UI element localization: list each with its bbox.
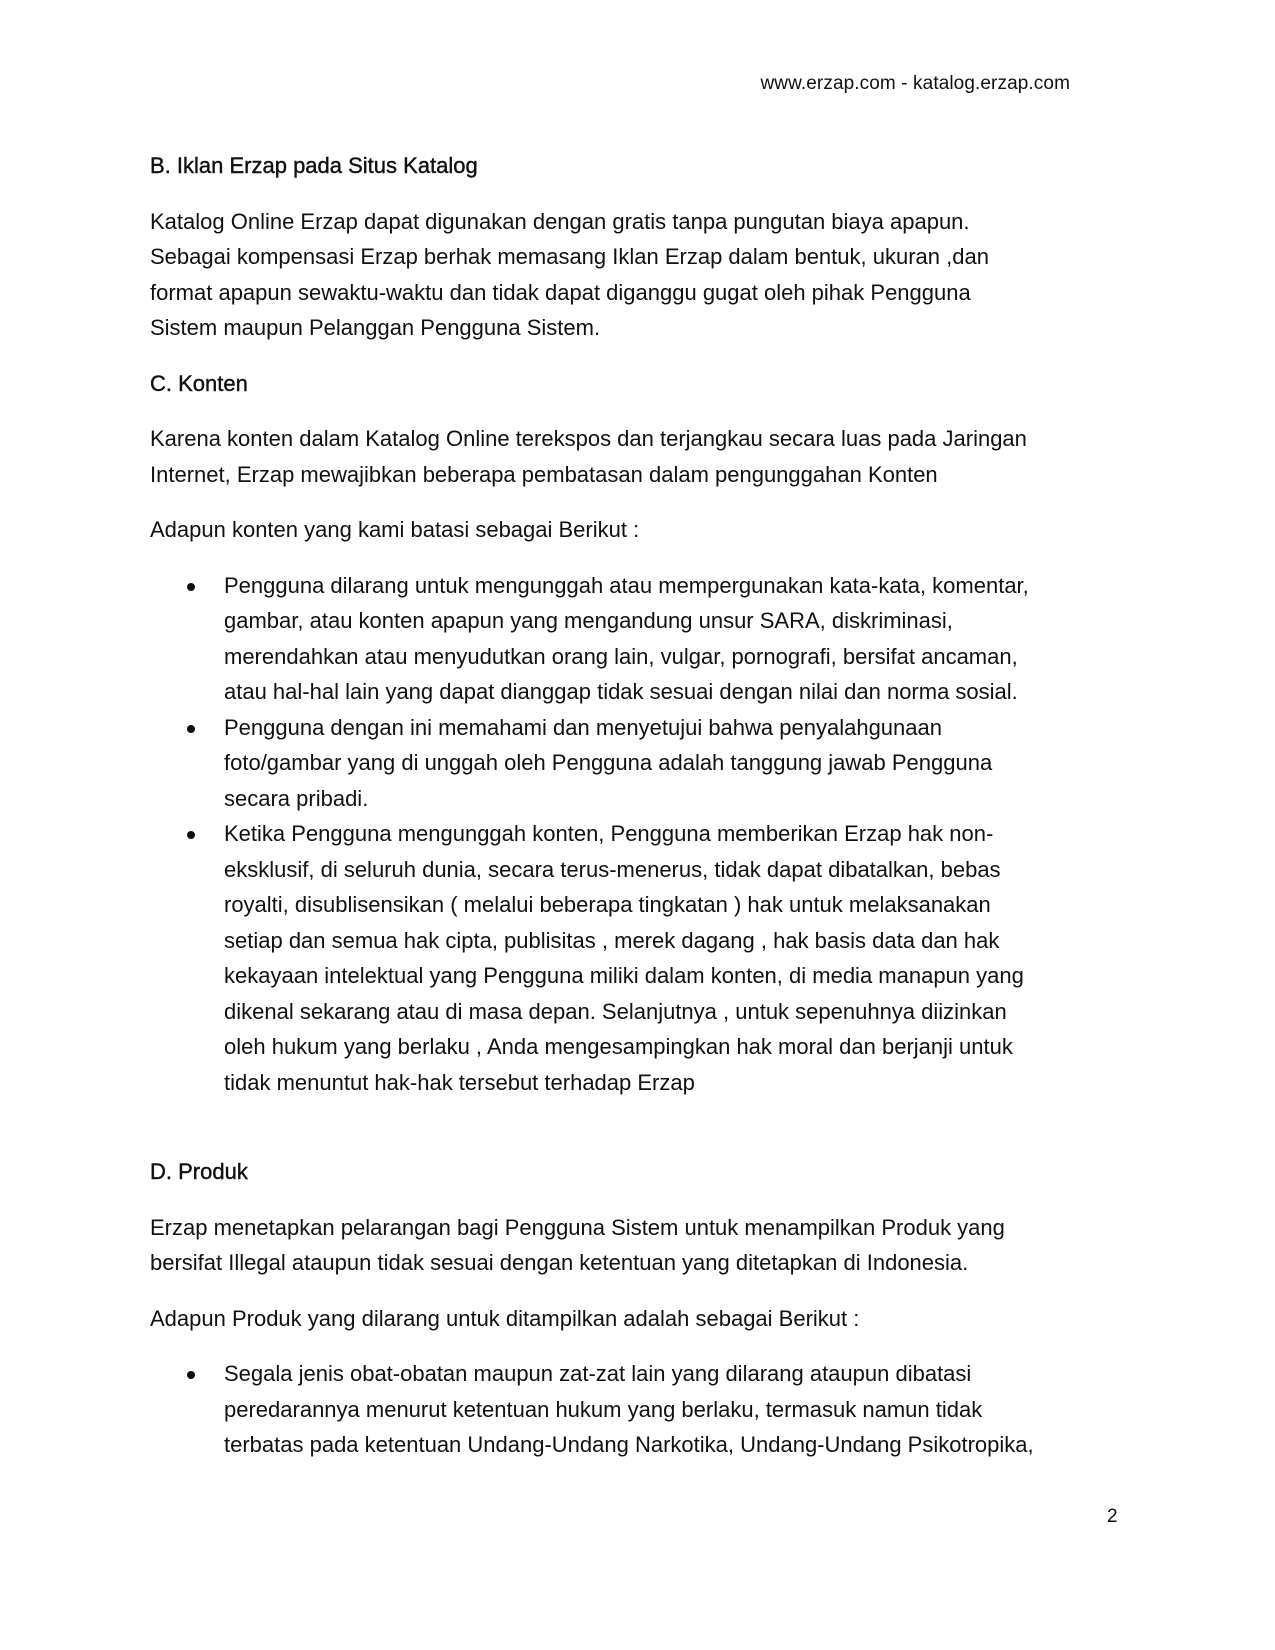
list-intro: Adapun konten yang kami batasi sebagai Berikut :: [150, 517, 640, 542]
document-body: [150, 148, 1110, 1463]
text-line: merendahkan atau menyudutkan orang lain, vulgar, pornografi, bersifat ancaman,: [224, 643, 1018, 669]
section-b: [150, 148, 1110, 346]
page-number: 2: [1107, 1506, 1118, 1527]
list-item: [150, 710, 1110, 817]
text-line: Karena konten dalam Katalog Online terekspos dan terjangkau secara luas pada Jaringan: [150, 426, 1027, 451]
text-line: Internet, Erzap mewajibkan beberapa pembatasan dalam pengunggahan Konten: [150, 461, 938, 487]
list-intro: Adapun Produk yang dilarang untuk ditampilkan adalah sebagai Berikut :: [150, 1305, 860, 1331]
text-line: terbatas pada ketentuan Undang-Undang Narkotika, Undang-Undang Psikotropika,: [224, 1432, 1034, 1457]
bullet-list: [150, 1356, 1110, 1463]
header-url: www.erzap.com - katalog.erzap.com: [760, 73, 1070, 94]
text-line: atau hal-hal lain yang dapat dianggap tidak sesuai dengan nilai dan norma sosial.: [224, 679, 1018, 704]
section-paragraph: [150, 204, 1110, 346]
text-line: gambar, atau konten apapun yang mengandung unsur SARA, diskriminasi,: [224, 608, 953, 633]
text-line: Sistem maupun Pelanggan Pengguna Sistem.: [150, 315, 601, 340]
text-line: Ketika Pengguna mengunggah konten, Pengguna memberikan Erzap hak non-: [224, 821, 994, 846]
text-line: Pengguna dengan ini memahami dan menyetujui bahwa penyalahgunaan: [224, 714, 942, 740]
bullet-icon: [187, 831, 195, 839]
section-heading: D. Produk: [150, 1159, 248, 1184]
section-c: [150, 366, 1110, 1101]
text-line: kekayaan intelektual yang Pengguna miliki dalam konten, di media manapun yang: [224, 963, 1024, 988]
text-line: Katalog Online Erzap dapat digunakan dengan gratis tanpa pungutan biaya apapun.: [150, 208, 970, 234]
text-line: oleh hukum yang berlaku , Anda mengesampingkan hak moral dan berjanji untuk: [224, 1034, 1013, 1059]
text-line: setiap dan semua hak cipta, publisitas , merek dagang , hak basis data dan hak: [224, 927, 1000, 953]
text-line: Pengguna dilarang untuk mengunggah atau mempergunakan kata-kata, komentar,: [224, 572, 1029, 598]
section-d: [150, 1154, 1110, 1463]
text-line: secara pribadi.: [224, 785, 369, 811]
list-item: [150, 1356, 1110, 1463]
bullet-icon: [187, 725, 195, 733]
text-line: Sebagai kompensasi Erzap berhak memasang Iklan Erzap dalam bentuk, ukuran ,dan: [150, 244, 989, 269]
section-paragraph: [150, 1210, 1110, 1281]
text-line: bersifat Illegal ataupun tidak sesuai dengan ketentuan yang ditetapkan di Indonesia.: [150, 1250, 969, 1275]
text-line: peredarannya menurut ketentuan hukum yang berlaku, termasuk namun tidak: [224, 1396, 983, 1422]
section-heading: C. Konten: [150, 370, 248, 396]
list-item: [150, 816, 1110, 1100]
text-line: format apapun sewaktu-waktu dan tidak dapat diganggu gugat oleh pihak Pengguna: [150, 279, 971, 305]
text-line: eksklusif, di seluruh dunia, secara terus-menerus, tidak dapat dibatalkan, bebas: [224, 856, 1001, 882]
text-line: royalti, disublisensikan ( melalui beberapa tingkatan ) hak untuk melaksanakan: [224, 892, 991, 917]
bullet-icon: [187, 583, 195, 591]
list-item: [150, 568, 1110, 710]
text-line: Erzap menetapkan pelarangan bagi Pengguna Sistem untuk menampilkan Produk yang: [150, 1214, 1005, 1240]
text-line: foto/gambar yang di unggah oleh Pengguna adalah tanggung jawab Pengguna: [224, 750, 993, 775]
bullet-icon: [187, 1371, 195, 1379]
text-line: dikenal sekarang atau di masa depan. Selanjutnya , untuk sepenuhnya diizinkan: [224, 998, 1007, 1024]
bullet-list: [150, 568, 1110, 1101]
text-line: tidak menuntut hak-hak tersebut terhadap Erzap: [224, 1069, 695, 1095]
section-paragraph: [150, 421, 1110, 492]
text-line: Segala jenis obat-obatan maupun zat-zat lain yang dilarang ataupun dibatasi: [224, 1361, 972, 1386]
section-heading: B. Iklan Erzap pada Situs Katalog: [150, 153, 478, 178]
